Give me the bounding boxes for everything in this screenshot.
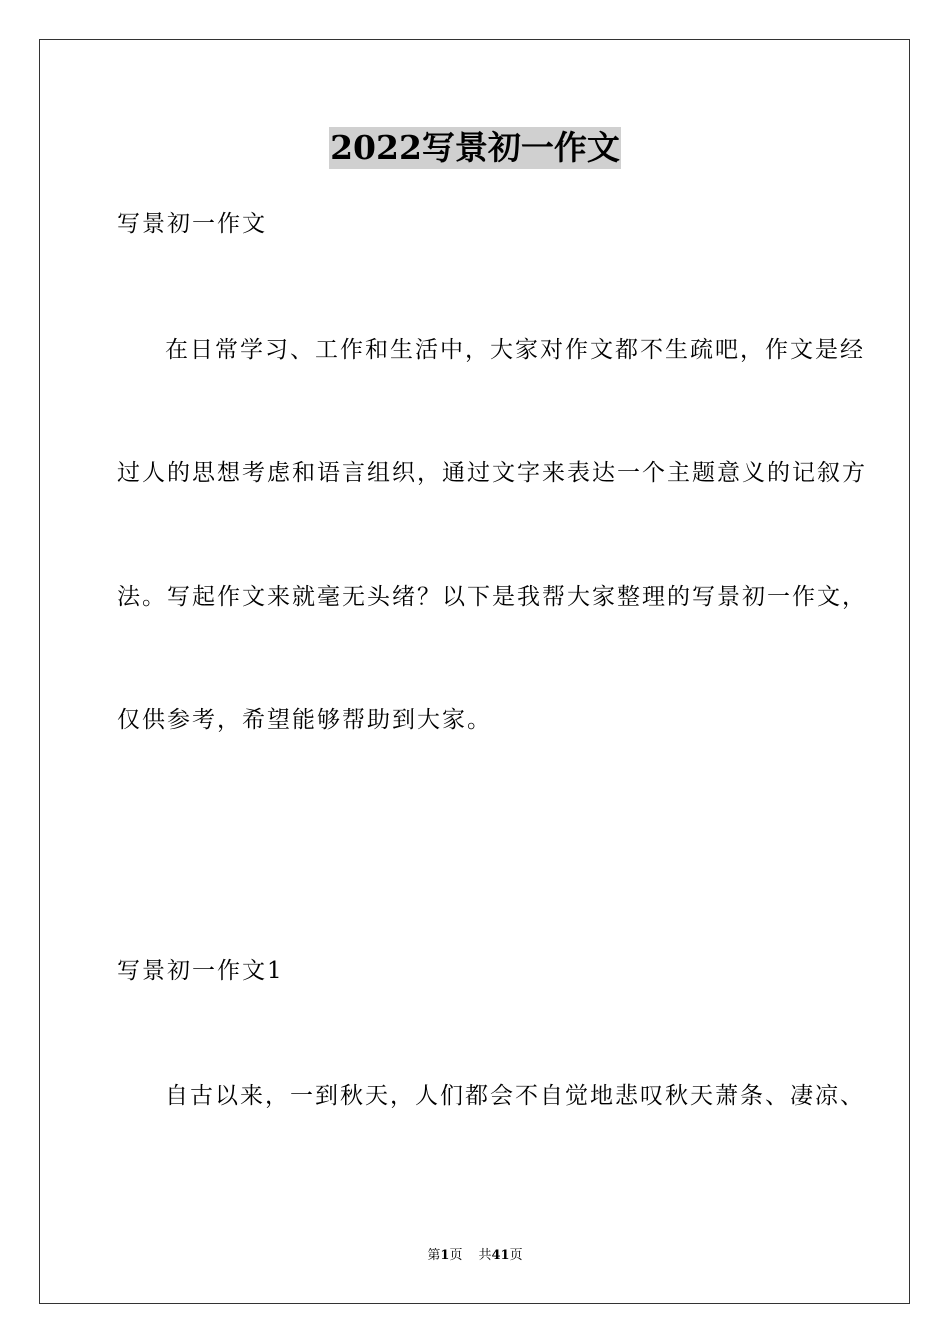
- page-footer: [0, 1247, 950, 1265]
- document-title: 2022写景初一作文: [330, 128, 620, 167]
- footer-page-suffix: 页: [449, 1248, 463, 1263]
- intro-line: 在日常学习、工作和生活中，大家对作文都不生疏吧，作文是经: [165, 337, 865, 363]
- intro-line: 仅供参考，希望能够帮助到大家。: [117, 707, 492, 733]
- section-line: 自古以来，一到秋天，人们都会不自觉地悲叹秋天萧条、凄凉、: [165, 1083, 865, 1109]
- intro-line: 法。写起作文来就毫无头绪？以下是我帮大家整理的写景初一作文，: [117, 584, 867, 610]
- footer-page-number: 1: [440, 1248, 450, 1263]
- footer-total-prefix: 共: [478, 1248, 492, 1263]
- footer-total-suffix: 页: [509, 1248, 523, 1263]
- footer-total-pages: 41: [491, 1248, 510, 1263]
- footer-page-prefix: 第: [427, 1248, 441, 1263]
- intro-line: 过人的思想考虑和语言组织，通过文字来表达一个主题意义的记叙方: [117, 460, 867, 486]
- title-container: [0, 127, 950, 169]
- section-heading: 写景初一作文1: [117, 958, 284, 984]
- document-subtitle: 写景初一作文: [117, 211, 267, 237]
